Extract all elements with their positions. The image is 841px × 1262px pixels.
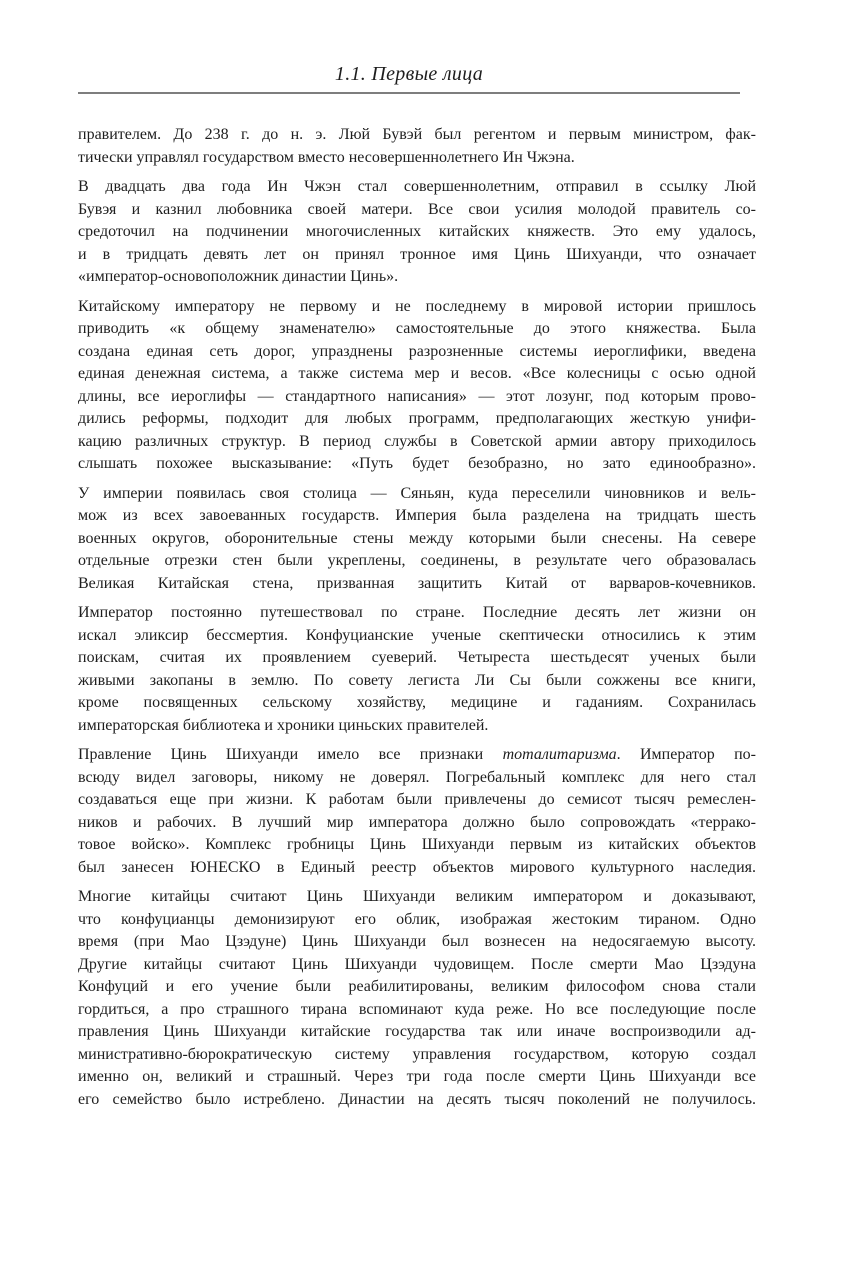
text-line: правления Цинь Шихуанди китайские государства так или иначе воспроизводили ад- (78, 1023, 756, 1040)
text-line: кацию различных структур. В период службы в Советской армии автору приходилось (78, 432, 756, 450)
text-line: и в тридцать девять лет он принял тронное имя Цинь Шихуанди, что означает (78, 245, 756, 263)
running-header (78, 62, 740, 94)
text-line: Император постоянно путешествовал по стране. Последние десять лет жизни он (78, 604, 756, 621)
text-line: У империи появилась своя столица — Сяньян, куда переселили чиновников и вель- (78, 484, 756, 502)
text-line: Китайскому императору не первому и не последнему в мировой истории пришлось (78, 297, 756, 315)
text-line: что конфуцианцы демонизируют его облик, изображая жестоким тираном. Одно (78, 910, 756, 928)
text-line: Другие китайцы считают Цинь Шихуанди чудовищем. После смерти Мао Цзэдуна (78, 955, 756, 973)
text-line: императорская библиотека и хроники циньских правителей. (78, 716, 489, 734)
text-line: Конфуций и его учение были реабилитированы, великим философом снова стали (78, 978, 756, 995)
text-line: отдельные отрезки стен были укреплены, соединены, в результате чего образовалась (78, 552, 756, 569)
text-line: всюду видел заговоры, никому не доверял. Погребальный комплекс для него стал (78, 768, 756, 786)
text-line: Многие китайцы считают Цинь Шихуанди великим императором и доказывают, (78, 888, 756, 905)
text-line: Бувэя и казнил любовника своей матери. Все свои усилия молодой правитель со- (78, 200, 756, 218)
text-line: военных округов, оборонительные стены между которыми были снесены. На севере (78, 529, 756, 547)
text-line: министративно-бюрократическую систему управления государством, которую создал (78, 1045, 756, 1063)
paragraph (78, 176, 756, 289)
text-line: кроме посвященных сельскому хозяйству, медицине и гаданиям. Сохранилась (78, 694, 756, 711)
text-line: Великая Китайская стена, призванная защитить Китай от варваров-кочевников. (78, 574, 756, 592)
paragraph (78, 296, 756, 476)
paragraph (78, 744, 756, 879)
text-line: правителем. До 238 г. до н. э. Люй Бувэй был регентом и первым министром, фак- (78, 126, 756, 143)
text-line: был занесен ЮНЕСКО в Единый реестр объектов мирового культурного наследия. (78, 858, 756, 876)
text-line: именно он, великий и страшный. Через три года после смерти Цинь Шихуанди все (78, 1068, 756, 1085)
text-line: время (при Мао Цзэдуне) Цинь Шихуанди был вознесен на недосягаемую высоту. (78, 933, 756, 950)
text-line: живыми закопаны в землю. По совету легиста Ли Сы были сожжены все книги, (78, 671, 756, 689)
section-title: 1.1. Первые лица (334, 63, 484, 85)
text-line: средоточил на подчинении многочисленных китайских княжеств. Это ему удалось, (78, 223, 756, 240)
text-line: длины, все иероглифы — стандартного написания» — этот лозунг, под которым прово- (78, 387, 756, 405)
paragraph (78, 602, 756, 737)
text-line: его семейство было истреблено. Династии на десять тысяч поколений не получилось. (78, 1090, 756, 1108)
text-line: гордиться, а про страшного тирана вспоминают куда реже. Но все последующие после (78, 1000, 756, 1018)
text-line: создана единая сеть дорог, упразднены разрозненные системы иероглифики, введена (78, 342, 756, 360)
text-line: единая денежная система, а также система мер и весов. «Все колесницы с осью одной (78, 365, 756, 382)
text-line: дились реформы, подходит для любых программ, предполагающих жесткую унифи- (78, 410, 756, 427)
text-line: ников и рабочих. В лучший мир императора должно было сопровождать «террако- (78, 813, 756, 831)
paragraph (78, 886, 756, 1111)
text-line: создаваться еще при жизни. К работам были привлечены до семисот тысяч ремеслен- (78, 791, 756, 808)
text-line: тически управлял государством вместо несовершеннолетнего Ин Чжэна. (78, 148, 575, 166)
paragraph (78, 483, 756, 596)
text-line: «император-основоположник династии Цинь». (78, 268, 399, 285)
body-text (78, 124, 756, 1111)
text-line: товое войско». Комплекс гробницы Цинь Шихуанди первым из китайских объектов (78, 836, 756, 853)
text-line: В двадцать два года Ин Чжэн стал совершеннолетним, отправил в ссылку Люй (78, 178, 756, 195)
text-line: приводить «к общему знаменателю» самостоятельные до этого княжества. Была (78, 320, 756, 337)
text-line: Правление Цинь Шихуанди имело все признаки тоталитаризма. Император по- (78, 746, 757, 763)
text-line: слышать похожее высказывание: «Путь будет безобразно, но зато единообразно». (78, 455, 756, 472)
text-line: мож из всех завоеванных государств. Империя была разделена на тридцать шесть (78, 507, 756, 524)
book-page (0, 62, 841, 1262)
text-line: искал эликсир бессмертия. Конфуцианские ученые скептически относились к этим (78, 626, 756, 644)
text-line: поискам, считая их проявлением суеверий. Четыреста шестьдесят ученых были (78, 649, 756, 666)
paragraph (78, 124, 756, 169)
